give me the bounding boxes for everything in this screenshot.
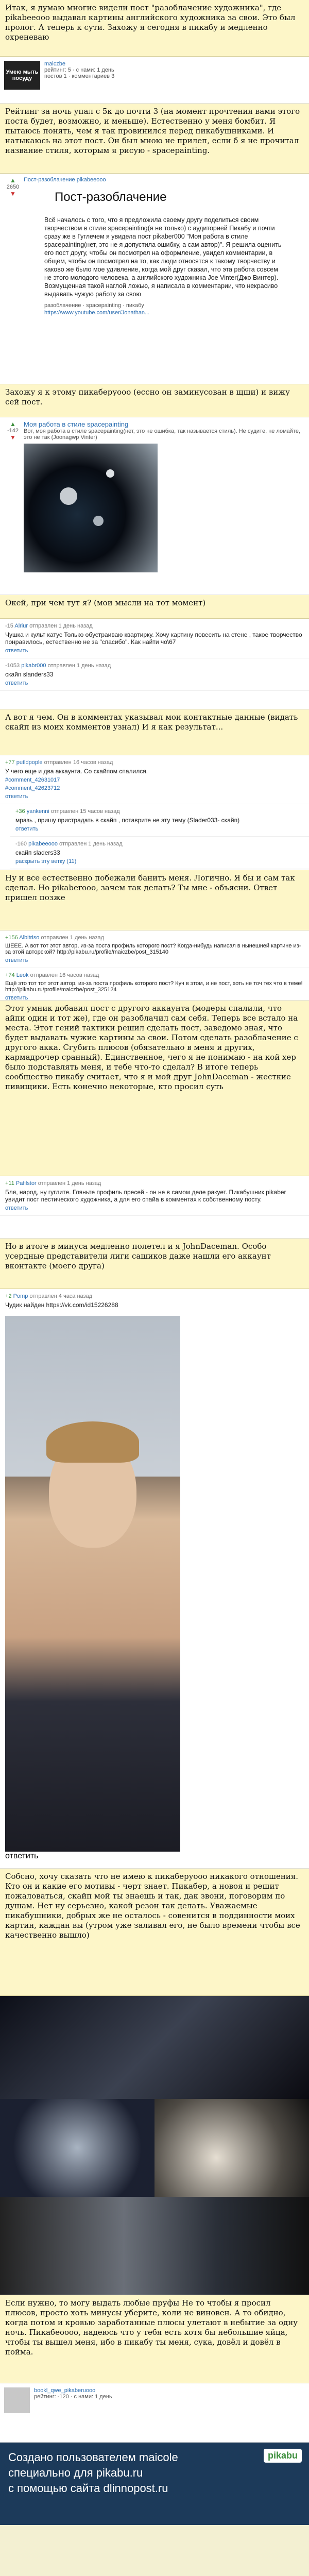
post-tags: разоблачение · spacepainting · пикабу [44,302,144,309]
bottom-username[interactable]: bookl_qwe_pikaberuooo [34,2387,96,2394]
comment-link[interactable]: #comment_42623712 [5,785,60,791]
reply-link[interactable]: ответить [5,957,28,963]
joined-note: Но в итоге в минуса медленно полетел и я JohnDaceman. Особо усердные представители лиги сашиков даже нашли его аккаунт вконтакте (моего друга) [0,1239,309,1289]
bottom-meta: рейтинг: -120 · с нами: 1 день [34,2394,112,2400]
comment-text: скайп sladers33 [15,849,60,856]
comment-rating: -160 [15,841,27,847]
spacepainting-image[interactable] [24,444,158,572]
comment-author[interactable]: Leok [16,972,29,978]
comment-rating: +2 [5,1293,12,1299]
expose-post [0,174,309,384]
paintings-collage [0,1996,309,2295]
comment-author[interactable]: Pafilstor [15,1180,37,1187]
downvote-icon[interactable]: ▼ [10,190,16,197]
reply-link[interactable]: ответить [5,995,28,1001]
comment-author[interactable]: Pomp [13,1293,28,1299]
comment-author[interactable]: yankenni [26,808,49,815]
comment [0,1176,309,1216]
footer-line-2: специально для pikabu.ru [8,2466,143,2479]
expand-branch-link[interactable]: раскрыть эту ветку (11) [15,858,77,865]
planet-shape [106,469,114,478]
planet-shape [93,516,104,526]
comment-text: ШЕЕЕ. А вот тот этот автор, из-за поста профиль которого пост? Когда-нибудь написал в нынешней картине из-за этой авторской? http://pikabu.ru/profile/maiczbe/post_315140 [5,943,301,955]
painting-image[interactable] [154,2099,309,2197]
post2-meta: Вот, моя работа в стиле spacepainting(нет, это не ошибка, так называется стиль). Не судите, не ломайте, это не так (Joonagwp Vinter) [24,428,301,440]
intro-text: Итак, я думаю многие видели пост "разоблачение художника", где pikabeeooo выдавал картины английского художника за свои. Это был пролог. А теперь к сути. Захожу я сегодня в пикабу и медленно охреневаю [0,0,309,57]
comment-author[interactable]: pikabr000 [21,663,46,669]
vote-column [5,177,21,197]
reply-link[interactable]: ответить [5,680,28,686]
comment-text: У чего еще и два аккаунта. Со скайпом спалился. [5,768,148,775]
comment-time: отправлен 1 день назад [38,1180,101,1187]
disbelief-note: Ну и все естественно побежали банить меня. Логично. Я бы и сам так сделал. Но pikaberooo, зачем так делать? Ты мне - объясни. Ответ пришел позже [0,870,309,930]
post2-rating: -142 [7,428,19,434]
footer-line-3: с помощью сайта dlinnopost.ru [8,2482,168,2495]
comment-text: Бля, народ, ну гуглите. Гляньте профиль пресей - он не в самом деле ракует. Пикабушник pikaber увидит пост пестического художника, а для его спайа в комментах к собственному посту. [5,1189,286,1203]
comments-block-1 [0,619,309,709]
comments-block-2 [0,755,309,870]
reply-link[interactable]: ответить [5,793,28,800]
upvote-icon[interactable]: ▲ [10,177,16,184]
comment-single-block [0,1176,309,1239]
comment-text[interactable]: Чудик найден https://vk.com/id15226288 [5,1301,118,1309]
comment-author[interactable]: Alriur [14,623,28,629]
pikabu-logo[interactable]: pikabu [264,2449,302,2463]
comment-rating: +77 [5,759,15,766]
avatar[interactable] [4,2387,30,2413]
comment-rating: +74 [5,972,15,978]
comment-rating: +156 [5,935,18,941]
comment [0,755,309,804]
profile-stats: постов 1 · комментариев 3 [44,73,115,79]
reply-link[interactable]: ответить [5,1205,28,1211]
comment-rating: -15 [5,623,13,629]
downvote-icon[interactable]: ▼ [10,434,16,441]
painting-image[interactable] [0,2099,154,2197]
comment-time: отправлен 15 часов назад [50,808,120,815]
comment [0,1289,309,1313]
profile-logo: Умею мыть посуду [4,61,40,90]
theory-note: Этот умник добавил пост с другого аккаунта (модеры спалили, что айпи один и тот же), где он разоблачил сам себя. Теперь все встало на места. Этот гений тактики решил сделать пост, заведомо зная, что будет выдавать чужие картины за свои. Потом сделать разоблачение с другого акка. Сгубить плюсов (обязательно в меня и других, кармадрочер сранный). Единственное, чего я не понимаю - на кой хер было подставлять меня, и тебе что-то сделал? В итоге теперь сообщество пикабу считает, что я и мой друг JohnDaceman - жесткие пивищики. Есть конечно некоторые, кто просил суть [0,1001,309,1176]
comment-time: отправлен 1 день назад [59,841,123,847]
comment-author[interactable]: pikabeeooo [28,841,58,847]
comment-time: отправлен 1 день назад [47,663,111,669]
profile-photo[interactable] [5,1316,180,1852]
comment-text: Ещё это тот тот этот автор, из-за поста профиль которого пост? Куч в этом, и не пост, хоть не точ тех что в теме! http://pikabu.ru/profile/maiczbe/post_325124 [5,980,303,993]
spacepainting-post [0,417,309,595]
comment [10,804,309,837]
profile-username[interactable]: maiczbe [44,61,65,67]
comments-note: А вот я чем. Он в комментах указывал мои контактные данные (видать скайп из моих комментов узнал) И я как результат... [0,709,309,755]
comment-rating: +11 [5,1180,14,1187]
reply-link[interactable]: ответить [5,648,28,654]
comment-author[interactable]: putldpople [16,759,43,766]
comment-link[interactable]: #comment_42631017 [5,777,60,783]
post-author-line[interactable]: Пост-разоблачение pikabeeooo [24,177,106,183]
comment-text: Чушка и культ катус Только обустраиваю квартирку. Хочу картину повесить на стене , такое творчество понравилось, естественно не за "спасибо". Как найти чо\67 [5,631,302,646]
post-rating: 2650 [6,184,20,190]
comment [0,658,309,691]
reply-link[interactable]: ответить [15,826,39,832]
post-title[interactable]: Пост-разоблачение [55,190,167,204]
comment-time: отправлен 1 день назад [29,623,93,629]
post2-title[interactable]: Моя работа в стиле spacepainting [24,420,129,428]
comments-block-3 [0,930,309,1001]
comment-time: отправлен 4 часа назад [29,1293,93,1299]
comment [0,619,309,658]
comment-text: скайп slanders33 [5,671,54,678]
comment-time: отправлен 1 день назад [41,935,105,941]
post-link[interactable]: https://www.youtube.com/user/Jonathan... [44,310,150,316]
final-note-1: Собсно, хочу сказать что не имею к пикаберуооо никакого отношения. Кто он и какие его мотивы - черт знает. Пикабер, а новоя и решит пожаловаться, скайп мой ты знаешь и так, дак звони, поговорим по душам. Нет ну серьезно, какой резон так делать. Уважаемые пикабушники, добрых же не осталось - совенится в поддинности моих картин, каждан вы (утром уже заливал его, не было времени чтобы все качественно вышло) [0,1869,309,1996]
profile-header [0,57,309,104]
bottom-profile [0,2383,309,2443]
comment [0,930,309,968]
upvote-icon[interactable]: ▲ [10,420,16,428]
comment-author[interactable]: Albitriso [19,935,40,941]
profile-meta: рейтинг: 5 · с нами: 1 день [44,67,114,73]
footer [0,2443,309,2525]
go-to-post-note: Захожу я к этому пикаберуооо (ессно он заминусован в щщи) и вижу сей пост. [0,384,309,417]
comment-time: отправлен 16 часов назад [30,972,99,978]
vk-comment-block [0,1289,309,1869]
comment-rating: +36 [15,808,25,815]
final-note-2: Если нужно, то могу выдать любые пруфы Не то чтобы я просил плюсов, просто хоть минусы уберите, коли не виновен. А то обидно, когда потом и кровью заработанные плюсы улетают в небытие за одну ночь. Пикабеоооо, надеюсь что у тебя есть хотя бы небольшие яйца, чтобы ты вышел меня, ибо в пикабу ты меня, сука, довёл и довёл в пойма. [0,2295,309,2383]
comment-rating: -1053 [5,663,20,669]
footer-line-1: Создано пользователем maicole [8,2451,178,2464]
comment-text: мразь , пришу пристрадать в скайп , потаврите не эту тему (Slader033- скайп) [15,817,240,824]
painting-image[interactable] [0,2197,309,2295]
painting-image[interactable] [0,1996,309,2099]
reaction-note: Окей, при чем тут я? (мои мысли на тот момент) [0,595,309,619]
hair-shape [46,1421,139,1463]
rating-note: Рейтинг за ночь упал с 5к до почти 3 (на момент прочтения вами этого поста будет, возможно, и меньше). Естественно у меня бомбит. Я пытаюсь понять, чем я так провинился перед пикабушниками. И натыкаюсь на этот пост. Он был мною не прилеп, если б я не прочитал название стиля, которым я рисую - spacepainting. [0,104,309,174]
planet-shape [60,487,77,505]
comment-time: отправлен 16 часов назад [44,759,113,766]
post-text: Всё началось с того, что я предложила своему другу поделиться своим творчеством в стиле spacepainting(я не только) с аудиторией Пикабу и почти сразу же в Гуглечем я увидела пост pikaber000 "Моя работа в стиле spacepainting(нет, это не я допустила ошибку, а сам автор)". Я решила оценить его пост другу, чтобы он посмотрел на оформление, увидел комментарии, в общем, чтобы он посмотрел на то, как люди относятся к такому творчеству и каково же было мое удивление, когда мой друг сказал, что эта работа совсем не этого молодого человека, а английского художника Joe Vinter(Джо Винтер). Возмущенная такой наглой ложью, я написала в комментарии, что некрасиво выдавать чужую работу за свою [44,216,282,298]
reply-link[interactable]: ответить [5,1852,39,1860]
comment [0,968,309,1001]
comment [10,837,309,869]
